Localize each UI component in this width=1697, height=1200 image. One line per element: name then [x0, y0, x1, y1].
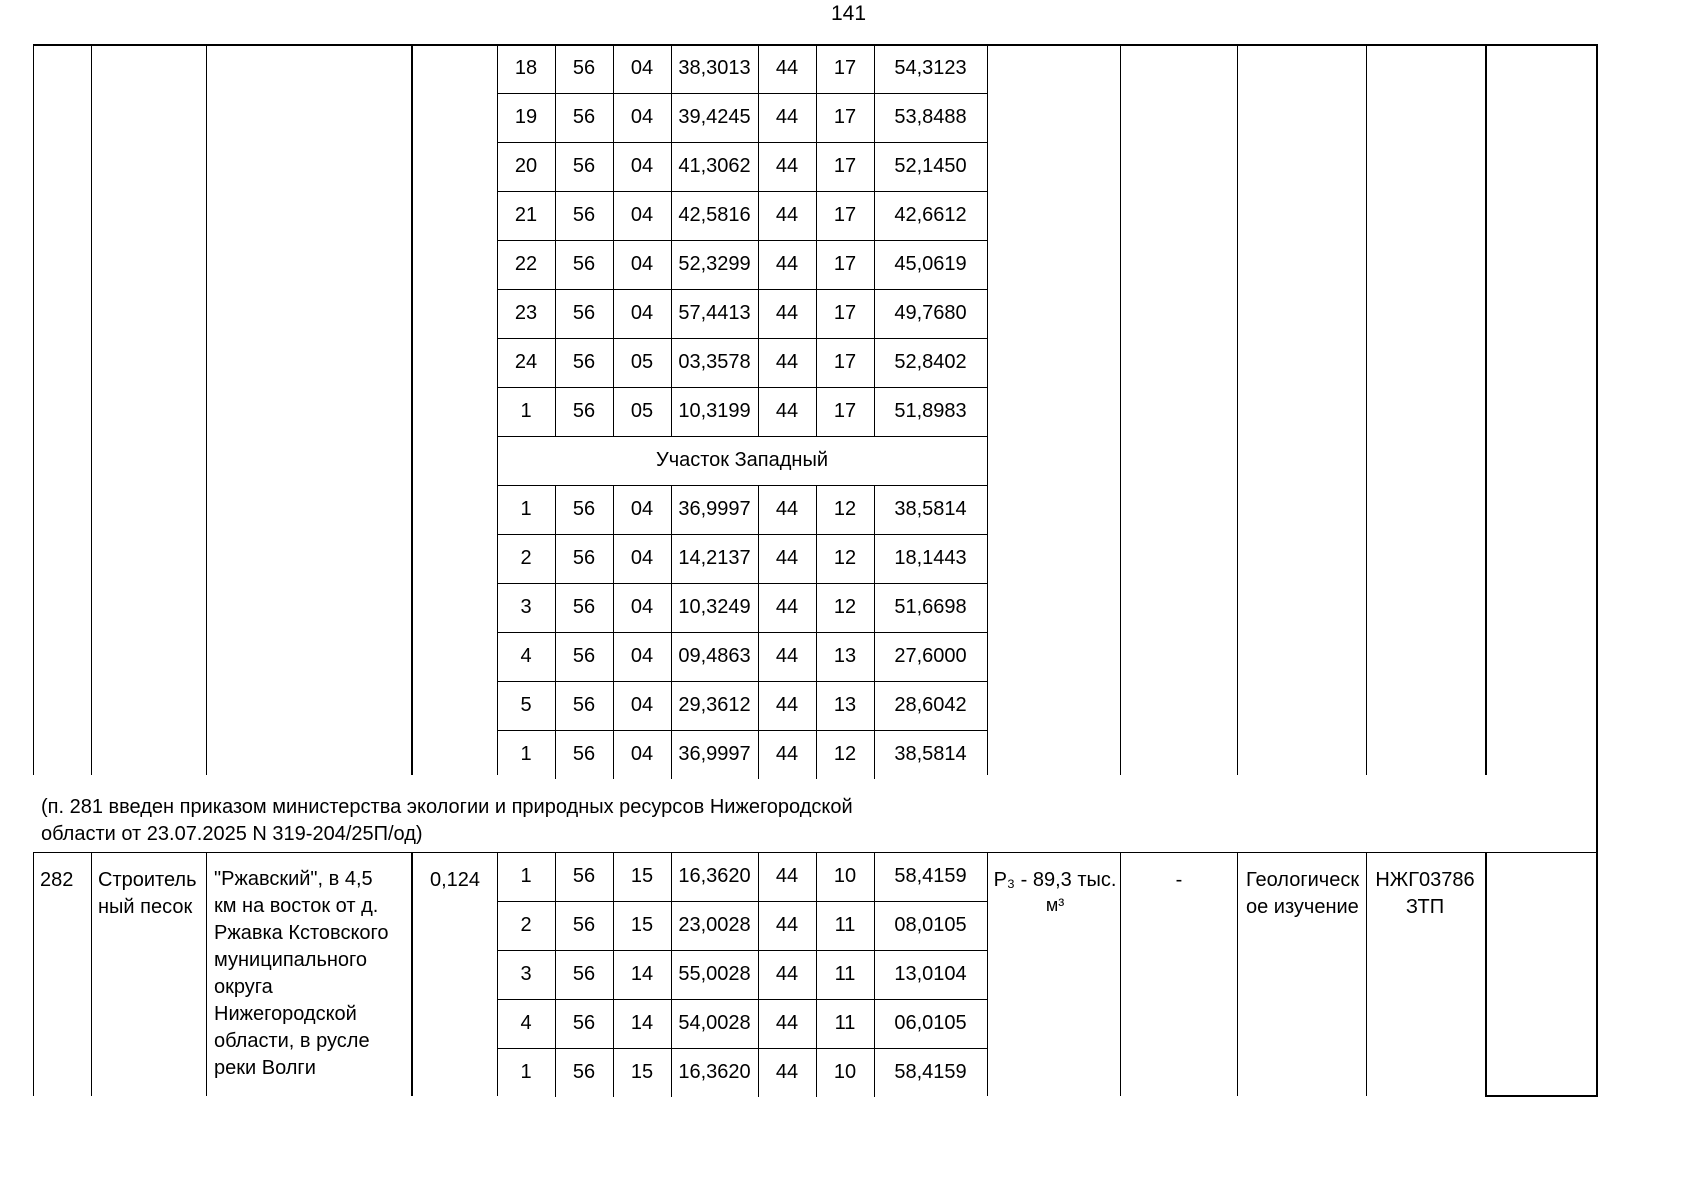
coordinate-cell: 16,3620 — [678, 1061, 751, 1083]
row-divider — [497, 999, 987, 1000]
coordinate-cell: 27,6000 — [894, 645, 967, 667]
coordinate-cell: 04 — [630, 155, 654, 177]
column-divider — [1366, 44, 1367, 775]
row-divider — [497, 142, 987, 143]
coordinate-cell: 52,1450 — [894, 155, 967, 177]
coordinate-cell: 14 — [630, 1012, 654, 1034]
column-divider — [1237, 852, 1238, 1096]
row-divider — [497, 436, 987, 437]
coordinate-cell: 04 — [630, 694, 654, 716]
coordinate-cell: 52,3299 — [678, 253, 751, 275]
coordinate-cell: 44 — [775, 57, 799, 79]
coordinate-cell: 4 — [520, 645, 532, 667]
coordinate-cell: 44 — [775, 547, 799, 569]
coordinate-cell: 13 — [833, 645, 857, 667]
column-divider — [987, 852, 988, 1096]
coordinate-cell: 04 — [630, 645, 654, 667]
coordinate-cell: 11 — [834, 914, 856, 936]
coordinate-cell: 55,0028 — [678, 963, 751, 985]
resources-line-2: м³ — [1045, 895, 1065, 915]
location-line: км на восток от д. — [214, 895, 379, 917]
coordinate-cell: 44 — [775, 694, 799, 716]
reserves-value: - — [1175, 869, 1183, 891]
coordinate-cell: 04 — [630, 106, 654, 128]
row-divider — [497, 583, 987, 584]
coordinate-cell: 17 — [833, 106, 857, 128]
coordinate-cell: 44 — [775, 498, 799, 520]
coordinate-cell: 10 — [833, 865, 857, 887]
coordinate-cell: 12 — [833, 596, 857, 618]
coordinate-cell: 56 — [572, 400, 596, 422]
column-divider — [33, 852, 34, 1096]
coordinate-cell: 11 — [834, 1012, 856, 1034]
page-number: 141 — [830, 2, 867, 25]
coordinate-cell: 44 — [775, 1012, 799, 1034]
location-line: "Ржавский", в 4,5 — [214, 868, 373, 890]
row-divider — [497, 632, 987, 633]
coordinate-cell: 10,3249 — [678, 596, 751, 618]
coordinate-cell: 17 — [833, 253, 857, 275]
coordinate-cell: 54,0028 — [678, 1012, 751, 1034]
coordinate-cell: 38,5814 — [894, 743, 967, 765]
coordinate-cell: 42,5816 — [678, 204, 751, 226]
column-divider — [1485, 44, 1487, 775]
coordinate-cell: 06,0105 — [894, 1012, 967, 1034]
coordinate-cell: 56 — [572, 914, 596, 936]
column-divider — [206, 852, 207, 1096]
location-line: области, в русле — [214, 1030, 370, 1052]
coordinate-cell: 13,0104 — [894, 963, 967, 985]
table-right-border — [1596, 44, 1598, 1097]
coordinate-cell: 4 — [520, 1012, 532, 1034]
coordinate-cell: 56 — [572, 253, 596, 275]
coordinate-cell: 39,4245 — [678, 106, 751, 128]
coordinate-cell: 56 — [572, 106, 596, 128]
coordinate-cell: 44 — [775, 253, 799, 275]
coordinate-cell: 15 — [630, 1061, 654, 1083]
license-line-2: ЗТП — [1405, 896, 1445, 918]
row-divider — [497, 950, 987, 951]
resources-line-1: Р₃ - 89,3 тыс. — [993, 869, 1117, 891]
location-line: муниципального — [214, 949, 368, 971]
coordinate-cell: 17 — [833, 302, 857, 324]
table-bottom-border — [1485, 1095, 1598, 1097]
coordinate-cell: 51,6698 — [894, 596, 967, 618]
coordinate-cell: 3 — [520, 963, 532, 985]
location-line: округа — [214, 976, 273, 998]
row-divider — [497, 1048, 987, 1049]
coordinate-cell: 44 — [775, 914, 799, 936]
coordinate-cell: 56 — [572, 351, 596, 373]
coordinate-cell: 20 — [514, 155, 538, 177]
coordinate-cell: 41,3062 — [678, 155, 751, 177]
column-divider — [987, 44, 988, 775]
coordinate-cell: 12 — [833, 743, 857, 765]
coordinate-cell: 17 — [833, 351, 857, 373]
row-divider — [497, 534, 987, 535]
coordinate-cell: 44 — [775, 204, 799, 226]
coordinate-cell: 17 — [833, 57, 857, 79]
coordinate-cell: 49,7680 — [894, 302, 967, 324]
coordinate-cell: 44 — [775, 302, 799, 324]
coordinate-cell: 44 — [775, 963, 799, 985]
row-divider — [497, 387, 987, 388]
row-divider — [497, 338, 987, 339]
coordinate-cell: 56 — [572, 1012, 596, 1034]
coordinate-cell: 18 — [514, 57, 538, 79]
coordinate-cell: 36,9997 — [678, 743, 751, 765]
coordinate-cell: 15 — [630, 865, 654, 887]
coordinate-cell: 5 — [520, 694, 532, 716]
coordinate-cell: 04 — [630, 302, 654, 324]
column-divider — [1237, 44, 1238, 775]
coordinate-cell: 04 — [630, 498, 654, 520]
column-divider — [91, 44, 92, 775]
coordinate-cell: 44 — [775, 155, 799, 177]
coordinate-cell: 56 — [572, 1061, 596, 1083]
coordinate-cell: 10 — [833, 1061, 857, 1083]
coordinate-cell: 15 — [630, 914, 654, 936]
coordinate-cell: 44 — [775, 106, 799, 128]
coordinate-cell: 21 — [514, 204, 538, 226]
coordinate-cell: 04 — [630, 596, 654, 618]
coordinate-cell: 04 — [630, 547, 654, 569]
coordinate-cell: 56 — [572, 57, 596, 79]
coordinate-cell: 56 — [572, 743, 596, 765]
coordinate-cell: 04 — [630, 204, 654, 226]
row-divider — [497, 901, 987, 902]
coordinate-cell: 42,6612 — [894, 204, 967, 226]
site-location — [214, 866, 410, 1082]
coordinate-cell: 44 — [775, 865, 799, 887]
purpose-line-2: ое изучение — [1246, 896, 1359, 918]
mineral-type-line-1: Строитель — [98, 869, 197, 891]
column-divider — [91, 852, 92, 1096]
location-line: Ржавка Кстовского — [214, 922, 389, 944]
coordinate-cell: 17 — [833, 155, 857, 177]
coordinate-cell: 44 — [775, 1061, 799, 1083]
column-divider — [411, 44, 413, 775]
coordinate-cell: 44 — [775, 400, 799, 422]
coordinate-cell: 1 — [520, 498, 532, 520]
coordinate-cell: 05 — [630, 400, 654, 422]
coordinate-cell: 44 — [775, 743, 799, 765]
coordinate-cell: 45,0619 — [894, 253, 967, 275]
coordinate-cell: 1 — [520, 743, 532, 765]
coordinate-cell: 11 — [834, 963, 856, 985]
coordinate-cell: 09,4863 — [678, 645, 751, 667]
column-divider — [1485, 852, 1487, 1096]
note-line-2: области от 23.07.2025 N 319-204/25П/од) — [41, 823, 423, 845]
note-line-1: (п. 281 введен приказом министерства экологии и природных ресурсов Нижегородской — [41, 796, 853, 818]
coordinate-cell: 28,6042 — [894, 694, 967, 716]
coordinate-cell: 56 — [572, 498, 596, 520]
coordinate-cell: 52,8402 — [894, 351, 967, 373]
coordinate-cell: 23,0028 — [678, 914, 751, 936]
coordinate-cell: 54,3123 — [894, 57, 967, 79]
coordinate-cell: 38,5814 — [894, 498, 967, 520]
coordinate-cell: 1 — [520, 1061, 532, 1083]
coordinate-cell: 56 — [572, 155, 596, 177]
coordinate-cell: 04 — [630, 743, 654, 765]
row-divider — [497, 485, 987, 486]
coordinate-cell: 23 — [514, 302, 538, 324]
mineral-type-line-2: ный песок — [98, 896, 193, 918]
coordinate-cell: 13 — [833, 694, 857, 716]
coordinate-cell: 2 — [520, 914, 532, 936]
row-divider — [497, 681, 987, 682]
row-divider — [497, 730, 987, 731]
coordinate-cell: 36,9997 — [678, 498, 751, 520]
coordinate-cell: 56 — [572, 865, 596, 887]
coordinate-cell: 57,4413 — [678, 302, 751, 324]
location-line: реки Волги — [214, 1057, 316, 1079]
coordinate-cell: 44 — [775, 351, 799, 373]
row-divider — [497, 240, 987, 241]
coordinate-cell: 1 — [520, 400, 532, 422]
coordinate-cell: 58,4159 — [894, 1061, 967, 1083]
column-divider — [1120, 852, 1121, 1096]
coordinate-cell: 03,3578 — [678, 351, 751, 373]
coordinate-cell: 38,3013 — [678, 57, 751, 79]
coordinate-cell: 56 — [572, 204, 596, 226]
row-divider — [497, 289, 987, 290]
coordinate-cell: 05 — [630, 351, 654, 373]
coordinate-cell: 17 — [833, 204, 857, 226]
row-divider — [497, 191, 987, 192]
coordinate-cell: 14 — [630, 963, 654, 985]
coordinate-cell: 53,8488 — [894, 106, 967, 128]
purpose-line-1: Геологическ — [1246, 869, 1360, 891]
coordinate-cell: 56 — [572, 645, 596, 667]
coordinate-cell: 19 — [514, 106, 538, 128]
coordinate-cell: 14,2137 — [678, 547, 751, 569]
coordinate-cell: 44 — [775, 596, 799, 618]
location-line: Нижегородской — [214, 1003, 357, 1025]
coordinate-cell: 44 — [775, 645, 799, 667]
section-label-west: Участок Западный — [655, 449, 829, 471]
coordinate-cell: 3 — [520, 596, 532, 618]
coordinate-cell: 51,8983 — [894, 400, 967, 422]
coordinate-cell: 04 — [630, 57, 654, 79]
area-value: 0,124 — [429, 869, 481, 891]
coordinate-cell: 1 — [520, 865, 532, 887]
coordinate-cell: 24 — [514, 351, 538, 373]
license-line-1: НЖГ03786 — [1375, 869, 1475, 891]
coordinate-cell: 56 — [572, 963, 596, 985]
coordinate-cell: 08,0105 — [894, 914, 967, 936]
coordinate-cell: 16,3620 — [678, 865, 751, 887]
coordinate-cell: 17 — [833, 400, 857, 422]
column-divider — [33, 44, 34, 775]
coordinate-cell: 04 — [630, 253, 654, 275]
coordinate-cell: 2 — [520, 547, 532, 569]
coordinate-cell: 56 — [572, 302, 596, 324]
coordinate-cell: 56 — [572, 596, 596, 618]
coordinate-cell: 12 — [833, 498, 857, 520]
coordinate-cell: 29,3612 — [678, 694, 751, 716]
coordinate-cell: 22 — [514, 253, 538, 275]
coordinate-cell: 56 — [572, 694, 596, 716]
note-bottom-border — [33, 852, 1597, 853]
coordinate-cell: 10,3199 — [678, 400, 751, 422]
coordinate-cell: 58,4159 — [894, 865, 967, 887]
coordinate-cell: 12 — [833, 547, 857, 569]
entry-number: 282 — [40, 869, 74, 891]
column-divider — [1120, 44, 1121, 775]
row-divider — [497, 93, 987, 94]
column-divider — [206, 44, 207, 775]
coordinate-cell: 18,1443 — [894, 547, 967, 569]
coordinate-cell: 56 — [572, 547, 596, 569]
